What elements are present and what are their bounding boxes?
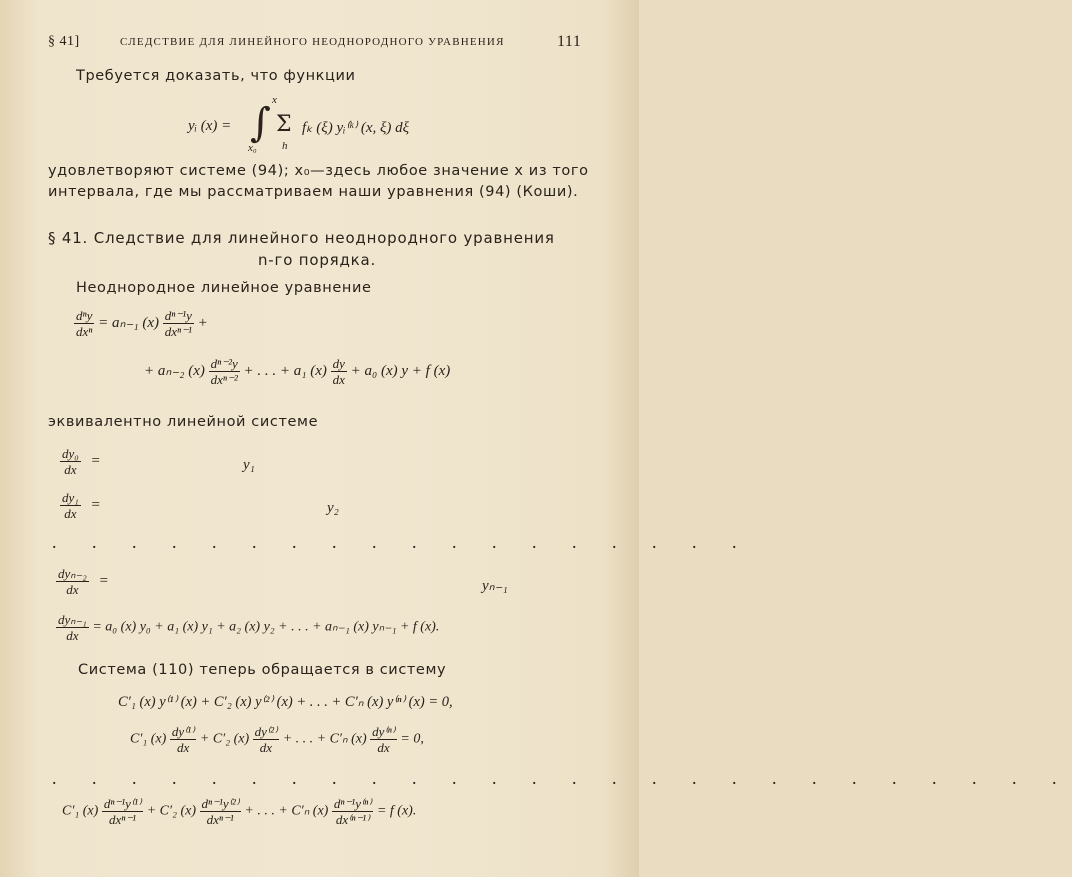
page-number: 111 xyxy=(557,33,582,50)
sum-lower-index: h xyxy=(282,140,288,152)
running-title: СЛЕДСТВИЕ ДЛЯ ЛИНЕЙНОГО НЕОДНОРОДНОГО УРАВНЕНИЯ xyxy=(120,36,505,48)
system-rhs-1: y₁ xyxy=(243,457,255,473)
integral-sign: ∫ xyxy=(250,100,271,146)
header-section-ref: § 41] xyxy=(48,34,80,49)
sum-sign: Σ xyxy=(276,112,292,137)
c-equation-1: C′₁ (x) y⁽¹⁾ (x) + C′₂ (x) y⁽²⁾ (x) + . . . + C′ₙ (x) y⁽ⁿ⁾ (x) = 0, xyxy=(118,694,453,710)
fraction: $\frac{\text{dⁿy}}{\text{dxⁿ}}$ xyxy=(76,308,93,339)
system-rhs-2: y₂ xyxy=(327,500,339,516)
fraction: $\frac{\text{dⁿ⁻²y}}{\text{dxⁿ⁻²}}$ xyxy=(210,356,238,387)
fraction: $\frac{\text{dⁿ⁻¹y}}{\text{dxⁿ⁻¹}}$ xyxy=(164,308,192,339)
ode-intro-line: Неоднородное линейное уравнение xyxy=(76,280,372,296)
system-eq-2: $\frac{\text{dy₁}}{dx}$ = xyxy=(62,490,101,521)
c-equation-2: C′₁ (x) $\frac{\text{dy⁽¹⁾}}{dx}$ + C′₂ (x) $\frac{\text{dy⁽²⁾}}{dx}$ + . . . + C′ₙ (x) $\frac{\text{dy⁽ⁿ⁾}}{dx}$ = 0, xyxy=(130,724,424,755)
system-eq-4: $\frac{\text{dyₙ₋₁}}{dx}$ = a₀ (x) y₀ + a₁ (x) y₁ + a₂ (x) y₂ + . . . + aₙ₋₁ (x) yₙ₋₁ + f (x). xyxy=(58,612,440,643)
system-eq-1: $\frac{\text{dy₀}}{dx}$ = xyxy=(62,446,101,477)
integral-formula xyxy=(188,96,468,156)
ode-line-2: + aₙ₋₂ (x) $\frac{\text{dⁿ⁻²y}}{\text{dxⁿ⁻²}}$ + . . . + a₁ (x) $\frac{dy}{dx}$ + a₀ (x) y + f (x) xyxy=(144,356,451,387)
section-title-line-2: n-го порядка. xyxy=(258,251,377,269)
formula-integrand: fₖ (ξ) yᵢ⁽ᵏ⁾ (x, ξ) dξ xyxy=(302,120,410,136)
intro-line-1: Требуется доказать, что функции xyxy=(76,68,356,84)
ellipsis-row-2: . . . . . . . . . . . . . . . . . . . . . . . . . . xyxy=(52,768,1072,788)
intro-line-3: интервала, где мы рассматриваем наши уравнения (94) (Коши). xyxy=(48,184,579,200)
equiv-line: эквивалентно линейной системе xyxy=(48,414,319,430)
system-transform-line: Система (110) теперь обращается в систему xyxy=(78,662,447,678)
section-title-line-1: § 41. Следствие для линейного неоднородного уравнения xyxy=(48,229,555,247)
ode-line-1: $\frac{\text{dⁿy}}{\text{dxⁿ}}$ = aₙ₋₁ (x) $\frac{\text{dⁿ⁻¹y}}{\text{dxⁿ⁻¹}}$ + xyxy=(76,308,208,339)
formula-lhs: yᵢ (x) = xyxy=(188,118,232,134)
fraction: $\frac{dy}{dx}$ xyxy=(332,356,345,387)
system-eq-3: $\frac{\text{dyₙ₋₂}}{dx}$ = xyxy=(58,566,109,597)
system-rhs-3: yₙ₋₁ xyxy=(482,578,508,594)
c-equation-3: C′₁ (x) $\frac{\text{dⁿ⁻¹y⁽¹⁾}}{\text{dxⁿ⁻¹}}$ + C′₂ (x) $\frac{\text{dⁿ⁻¹y⁽²⁾}}{\text{dxⁿ⁻¹}}$ + . . . + C′ₙ (x) $\frac{\text{dⁿ⁻¹y⁽ⁿ⁾}}{\text{dx⁽ⁿ⁻¹⁾}}$ = f (x). xyxy=(62,796,417,827)
ellipsis-row-1: . . . . . . . . . . . . . . . . . . xyxy=(52,532,752,552)
intro-line-2: удовлетворяют системе (94); x₀—здесь любое значение x из того xyxy=(48,163,589,179)
integral-lower-limit: x₀ xyxy=(248,142,257,154)
integral-upper-limit: x xyxy=(272,94,277,106)
